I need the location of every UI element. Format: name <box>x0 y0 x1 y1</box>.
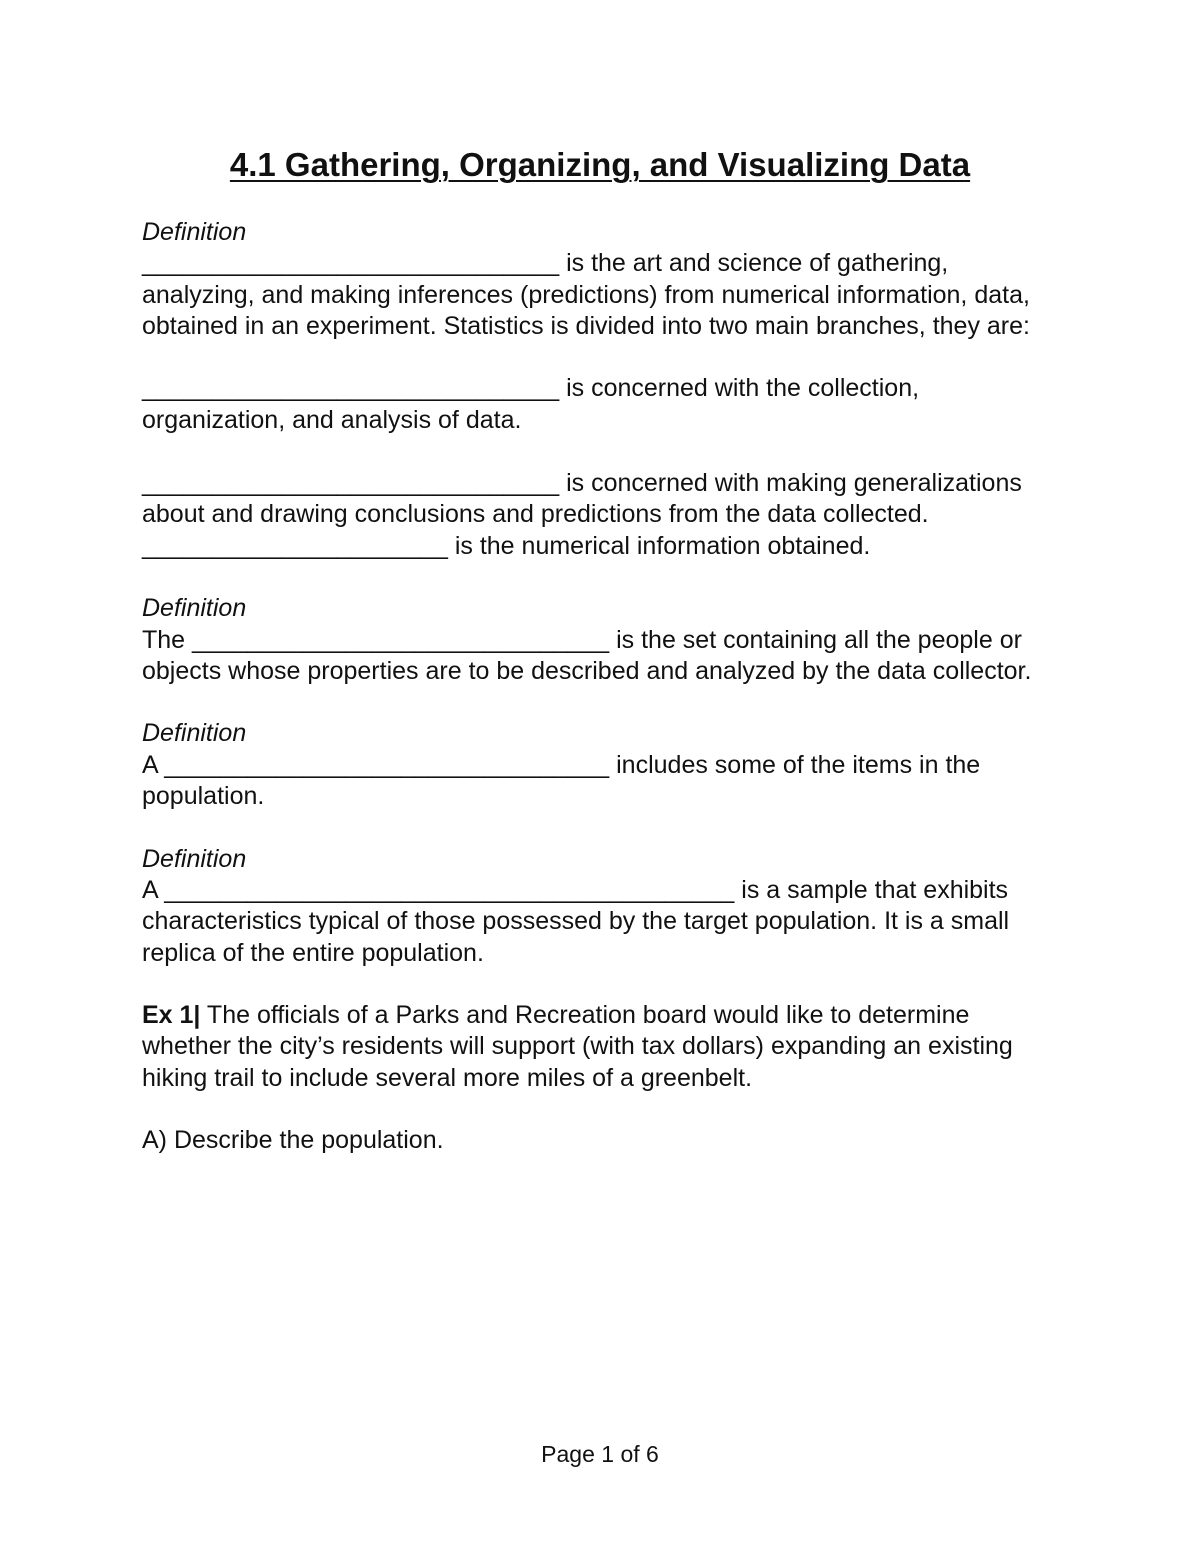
example-text: The officials of a Parks and Recreation board would like to determine whether the city’s residents will support (with tax dollars) expanding an existing hiking trail to include several more miles of a greenbelt. <box>142 1001 1013 1092</box>
definition-text: is the art and science of gathering, <box>559 249 949 278</box>
definition-text: analyzing, and making inferences (predictions) from numerical information, data, obtained in an experiment. Statistics is divided into two main branches, they are: <box>142 280 1030 340</box>
example-1 <box>142 1000 1062 1094</box>
definition-text: is the numerical information obtained. <box>447 531 871 560</box>
answer-blank: ______________________ <box>142 531 448 560</box>
representative-sample-definition <box>142 875 1062 969</box>
definition-text: is concerned with the collection, organization, and analysis of data. <box>142 374 920 434</box>
definition-text: is the set containing all the people or objects whose properties are to be described and analyzed by the data collector. <box>142 625 1032 685</box>
page-title: 4.1 Gathering, Organizing, and Visualizing Data <box>229 146 971 183</box>
definition-text: is a sample that exhibits characteristics typical of those possessed by the target population. It is a small replica of the entire population. <box>142 875 1010 967</box>
definition-label: Definition <box>142 218 247 246</box>
definition-label: Definition <box>142 594 247 623</box>
definition-label: Definition <box>142 844 247 873</box>
answer-blank: ______________________________ <box>142 249 560 278</box>
document-body <box>142 217 1062 1157</box>
descriptive-statistics-definition <box>142 373 1062 436</box>
statistics-definition <box>142 248 1062 342</box>
sample-definition <box>142 750 1062 813</box>
answer-blank: ________________________________ <box>164 750 610 779</box>
answer-blank: _________________________________________ <box>164 875 735 904</box>
definition-text: is concerned with making generalizations about and drawing conclusions and predictions from the data collected. <box>142 469 1022 529</box>
population-definition <box>142 625 1062 688</box>
definition-prefix: A <box>142 750 165 779</box>
definition-prefix: The <box>142 625 193 654</box>
definition-label: Definition <box>142 719 247 748</box>
example-part-a: A) Describe the population. <box>142 1126 444 1155</box>
page-number: Page 1 of 6 <box>541 1441 659 1467</box>
example-label: Ex 1| <box>142 1001 201 1030</box>
answer-blank: ______________________________ <box>142 374 560 403</box>
answer-blank: ______________________________ <box>142 469 560 498</box>
definition-prefix: A <box>142 875 165 904</box>
answer-blank: ______________________________ <box>192 625 610 654</box>
definition-text: includes some of the items in the population. <box>142 750 981 811</box>
inferential-statistics-definition <box>142 468 1062 562</box>
